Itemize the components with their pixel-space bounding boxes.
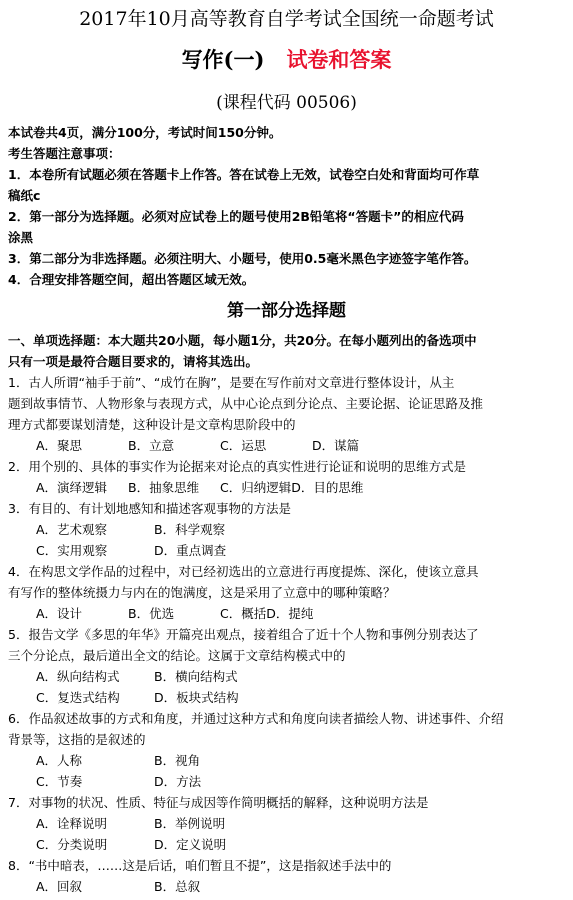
question-item xyxy=(8,561,568,624)
answer-option: D．方法 xyxy=(154,774,202,789)
question-stem-line: 2．用个别的、具体的事实作为论据来对论点的真实性进行论证和说明的思维方式是 xyxy=(8,459,466,474)
question-stem-line: 1．古人所谓“袖手于前”、“成竹在胸”，是要在写作前对文章进行整体设计，从主 xyxy=(8,375,455,390)
option-row xyxy=(8,750,568,771)
answer-option: D．板块式结构 xyxy=(154,690,239,705)
option-row xyxy=(8,813,568,834)
answer-option: B．立意 xyxy=(128,438,175,453)
question-stem-line: 背景等，这指的是叙述的 xyxy=(8,732,146,747)
notes-line: 涂黑 xyxy=(8,230,34,245)
notes-line: 稿纸c xyxy=(8,188,41,203)
subject-heading xyxy=(0,44,573,76)
answer-option: C．复迭式结构 xyxy=(36,690,120,705)
question-item xyxy=(8,372,568,456)
answer-option: A．回叙 xyxy=(36,879,83,894)
option-row xyxy=(8,519,568,540)
answer-option: B．视角 xyxy=(154,753,201,768)
option-row xyxy=(8,435,568,456)
answer-option: C．节奏 xyxy=(36,774,83,789)
notes-line: 本试卷共4页，满分100分，考试时间150分钟。 xyxy=(8,125,282,140)
question-item xyxy=(8,792,568,855)
answer-option: C．实用观察 xyxy=(36,543,108,558)
subject-suffix: 试卷和答案 xyxy=(286,47,392,72)
notes-line: 3．第二部分为非选择题。必须注明大、小题号，使用0.5毫米黑色字迹签字笔作答。 xyxy=(8,251,477,266)
question-item xyxy=(8,456,568,498)
subject-name: 写作(一) xyxy=(181,47,265,72)
exam-title: 2017年10月高等教育自学考试全国统一命题考试 xyxy=(79,8,494,30)
answer-option: A．演绎逻辑 xyxy=(36,480,108,495)
question-stem-line: 理方式都要谋划清楚，这种设计是文章构思阶段中的 xyxy=(8,417,296,432)
answer-option: A．纵向结构式 xyxy=(36,669,120,684)
question-stem-line: 5．报告文学《多思的年华》开篇亮出观点，接着组合了近十个人物和事例分别表达了 xyxy=(8,627,479,642)
instruction-line: 只有一项是最符合题目要求的，请将其选出。 xyxy=(8,354,259,369)
question-list xyxy=(8,372,568,897)
question-item xyxy=(8,498,568,561)
section-instructions xyxy=(8,330,568,372)
question-stem-line: 题到故事情节、人物形象与表现方式，从中心论点到分论点、主要论据、论证思路及推 xyxy=(8,396,484,411)
question-stem-line: 6．作品叙述故事的方式和角度，并通过这种方式和角度向读者描绘人物、讲述事件、介绍 xyxy=(8,711,504,726)
question-stem-line: 4．在构思文学作品的过程中，对已经初选出的立意进行再度提炼、深化，使该立意具 xyxy=(8,564,479,579)
option-row xyxy=(8,603,568,624)
option-row xyxy=(8,540,568,561)
answer-option: B．优选 xyxy=(128,606,175,621)
answer-option: B．科学观察 xyxy=(154,522,226,537)
answer-option: A．艺术观察 xyxy=(36,522,108,537)
question-item xyxy=(8,624,568,708)
option-row xyxy=(8,876,568,897)
answer-option: A．设计 xyxy=(36,606,83,621)
notes-line: 4．合理安排答题空间，超出答题区域无效。 xyxy=(8,272,255,287)
question-item xyxy=(8,855,568,897)
option-row xyxy=(8,834,568,855)
answer-option: C．分类说明 xyxy=(36,837,108,852)
answer-option: A．聚思 xyxy=(36,438,83,453)
section-title: 第一部分选择题 xyxy=(227,301,346,321)
answer-option: D．定义说明 xyxy=(154,837,227,852)
instruction-line: 一、单项选择题：本大题共20小题，每小题1分，共20分。在每小题列出的备选项中 xyxy=(8,333,477,348)
question-stem-line: 有写作的整体统摄力与内在的饱满度，这是采用了立意中的哪种策略？ xyxy=(8,585,396,600)
option-row xyxy=(8,666,568,687)
answer-option: B．举例说明 xyxy=(154,816,226,831)
notes-line: 2．第一部分为选择题。必须对应试卷上的题号使用2B铅笔将“答题卡”的相应代码 xyxy=(8,209,464,224)
option-row xyxy=(8,771,568,792)
course-code: (课程代码 00506) xyxy=(216,93,357,113)
answer-option: B．总叙 xyxy=(154,879,201,894)
option-row xyxy=(8,477,568,498)
answer-option: C．运思 xyxy=(220,438,267,453)
question-item xyxy=(8,708,568,792)
notes-line: 考生答题注意事项： xyxy=(8,146,121,161)
answer-option: C．概括D．提纯 xyxy=(220,606,314,621)
question-stem-line: 3．有目的、有计划地感知和描述客观事物的方法是 xyxy=(8,501,291,516)
answer-option: B．横向结构式 xyxy=(154,669,238,684)
answer-option: A．诠释说明 xyxy=(36,816,108,831)
exam-notes xyxy=(8,122,568,290)
option-row xyxy=(8,687,568,708)
answer-option: B．抽象思维 xyxy=(128,480,200,495)
notes-line: 1．本卷所有试题必须在答题卡上作答。答在试卷上无效，试卷空白处和背面均可作草 xyxy=(8,167,480,182)
question-stem-line: 8．“书中暗表，……这是后话，咱们暂且不提”，这是指叙述手法中的 xyxy=(8,858,392,873)
question-stem-line: 7．对事物的状况、性质、特征与成因等作简明概括的解释，这种说明方法是 xyxy=(8,795,429,810)
answer-option: A．人称 xyxy=(36,753,83,768)
question-stem-line: 三个分论点，最后道出全文的结论。这属于文章结构模式中的 xyxy=(8,648,346,663)
answer-option: C．归纳逻辑D．目的思维 xyxy=(220,480,364,495)
answer-option: D．谋篇 xyxy=(312,438,360,453)
answer-option: D．重点调查 xyxy=(154,543,227,558)
